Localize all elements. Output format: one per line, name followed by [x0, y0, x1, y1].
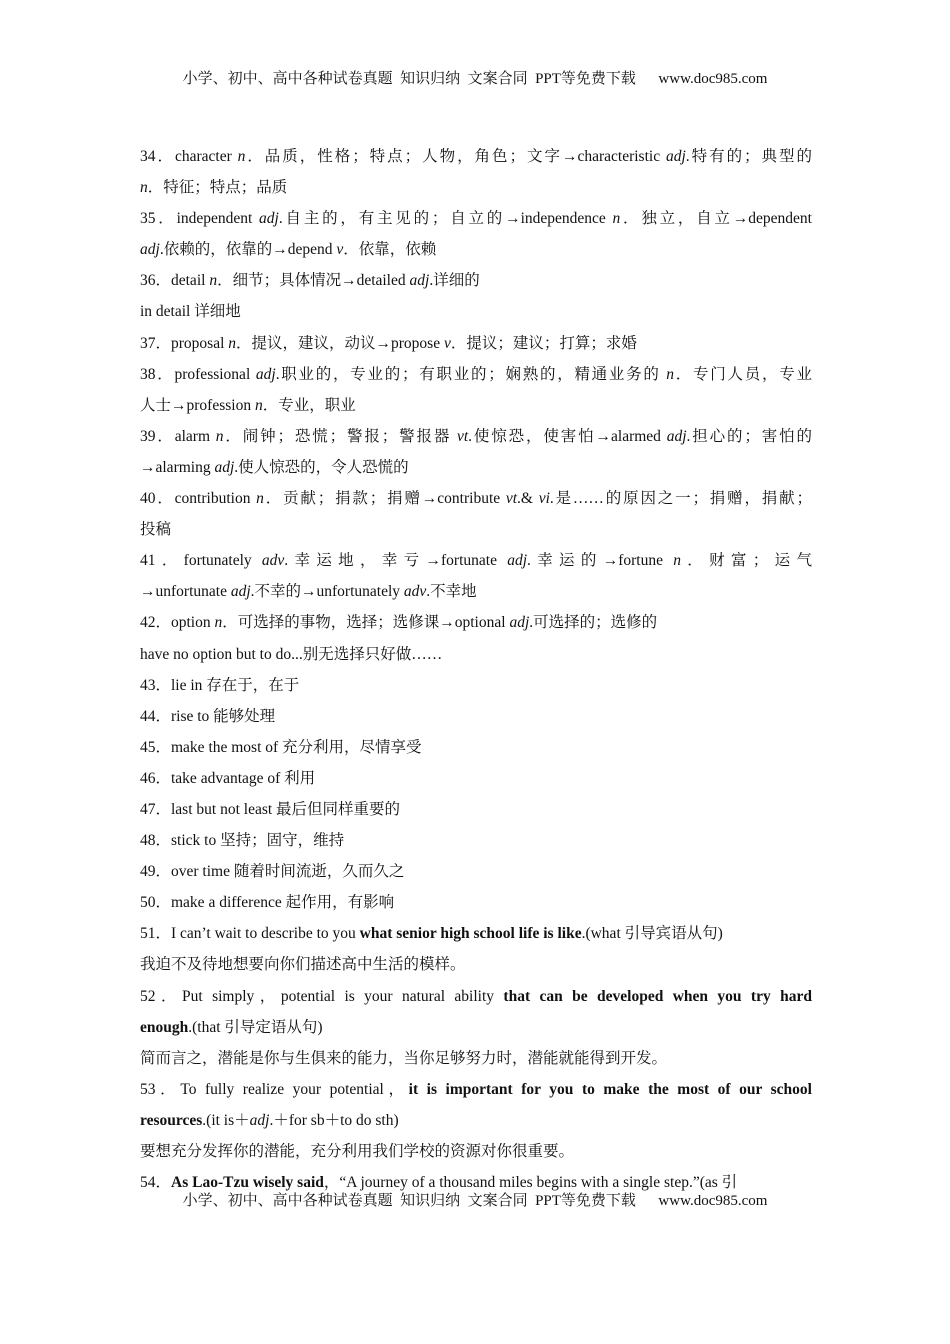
- text-line: [140, 296, 812, 327]
- part-of-speech: adj: [140, 241, 160, 259]
- part-of-speech: adv: [403, 583, 427, 601]
- text-line: [140, 856, 812, 887]
- text-segment: 简而言之，潜能是你与生俱来的能力，当你足够努力时，潜能就能得到开发。: [140, 1049, 668, 1067]
- part-of-speech: adj: [666, 427, 687, 445]
- text-segment: 35．independent: [140, 210, 260, 228]
- part-of-speech: n: [612, 210, 621, 228]
- text-line: [140, 1136, 812, 1167]
- text-segment: ．细节；具体情况→detailed: [217, 272, 410, 290]
- part-of-speech: v: [336, 241, 344, 259]
- text-segment: →unfortunate: [140, 583, 231, 601]
- text-segment: .幸运地，幸亏→fortunate: [284, 552, 508, 570]
- text-line: [140, 887, 812, 918]
- text-line: [140, 203, 812, 234]
- text-segment: ．可选择的事物，选择；选修课→optional: [222, 614, 510, 632]
- part-of-speech: adj: [214, 458, 235, 476]
- part-of-speech: n: [215, 427, 224, 445]
- text-line: [140, 981, 812, 1012]
- text-segment: 43．lie in 存在于，在于: [140, 676, 300, 694]
- text-line: [140, 701, 812, 732]
- text-line: [140, 732, 812, 763]
- part-of-speech: n: [140, 179, 148, 197]
- text-line: [140, 670, 812, 701]
- text-line: [140, 1043, 812, 1074]
- text-segment: ．品质，性格；特点；人物，角色；文字→characteristic: [245, 148, 666, 165]
- text-segment: 40．contribution: [140, 490, 257, 508]
- bold-text: what senior high school life is like: [359, 925, 582, 943]
- bold-text: that can be developed when you try hard: [503, 987, 812, 1005]
- text-segment: 34．character: [140, 148, 238, 165]
- text-segment: ．贡献；捐款；捐赠→contribute: [263, 490, 506, 508]
- part-of-speech: vt: [456, 427, 469, 445]
- text-segment: in detail 详细地: [140, 303, 241, 321]
- part-of-speech: adj: [259, 210, 279, 228]
- document-body: [140, 141, 812, 1198]
- text-segment: 47．last but not least 最后但同样重要的: [140, 800, 401, 818]
- text-line: [140, 421, 812, 452]
- text-line: [140, 825, 812, 856]
- text-segment: 42．option: [140, 614, 215, 632]
- part-of-speech: n: [237, 148, 246, 165]
- text-segment: .依赖的，依靠的→depend: [159, 241, 337, 259]
- text-segment: .详细的: [429, 272, 480, 290]
- text-segment: .(what 引导宾语从句): [581, 925, 723, 943]
- text-segment: 人士→profession: [140, 396, 255, 414]
- text-segment: 37．proposal: [140, 334, 229, 352]
- text-segment: 54．: [140, 1174, 172, 1192]
- text-segment: 41．fortunately: [140, 552, 262, 570]
- text-line: [140, 918, 812, 949]
- text-segment: 50．make a difference 起作用，有影响: [140, 894, 395, 912]
- part-of-speech: n: [209, 272, 218, 290]
- bold-text: As Lao-Tzu wisely said: [171, 1174, 324, 1192]
- text-segment: ．财富；运气: [680, 552, 812, 570]
- text-segment: .&: [517, 490, 539, 508]
- text-segment: 52．Put simply，potential is your natural ability: [140, 987, 504, 1005]
- part-of-speech: adj: [665, 148, 686, 165]
- text-segment: .幸运的→fortune: [527, 552, 674, 570]
- part-of-speech: v: [443, 334, 451, 352]
- part-of-speech: adj: [507, 552, 527, 570]
- text-segment: .职业的，专业的；有职业的；娴熟的，精通业务的: [275, 365, 667, 383]
- text-line: [140, 794, 812, 825]
- part-of-speech: n: [673, 552, 681, 570]
- text-segment: ．特征；特点；品质: [147, 179, 288, 197]
- text-segment: .(that 引导定语从句): [188, 1018, 323, 1036]
- text-line: [140, 1105, 812, 1136]
- text-segment: ．专门人员，专业: [674, 365, 812, 383]
- text-line: [140, 265, 812, 296]
- part-of-speech: n: [228, 334, 237, 352]
- text-segment: 46．take advantage of 利用: [140, 769, 316, 787]
- part-of-speech: adj: [230, 583, 251, 601]
- text-segment: 44．rise to 能够处理: [140, 707, 276, 725]
- part-of-speech: adj: [409, 272, 430, 290]
- text-line: [140, 763, 812, 794]
- bold-text: it is important for you to make the most of our school: [408, 1080, 812, 1098]
- text-segment: ．依靠，依赖: [343, 241, 437, 259]
- part-of-speech: n: [214, 614, 223, 632]
- text-segment: 要想充分发挥你的潜能，充分利用我们学校的资源对你很重要。: [140, 1143, 575, 1160]
- text-segment: 投稿: [140, 521, 172, 539]
- text-segment: 48．stick to 坚持；固守，维持: [140, 832, 345, 850]
- text-line: [140, 607, 812, 638]
- text-segment: 49．over time 随着时间流逝，久而久之: [140, 863, 405, 881]
- text-segment: ．专业，职业: [262, 396, 356, 414]
- text-segment: .不幸的→unfortunately: [250, 583, 404, 601]
- text-segment: →alarming: [140, 458, 215, 476]
- part-of-speech: adj: [255, 365, 276, 383]
- part-of-speech: n: [254, 396, 263, 414]
- part-of-speech: adj: [249, 1111, 270, 1129]
- text-line: [140, 639, 812, 670]
- text-segment: ，“A journey of a thousand miles begins with a single step.”(as 引: [323, 1174, 738, 1192]
- page-header: [0, 69, 950, 89]
- part-of-speech: adj: [509, 614, 530, 632]
- text-segment: .不幸地: [426, 583, 477, 601]
- text-segment: ．闹钟；恐慌；警报；警报器: [223, 427, 457, 445]
- header-url: www.doc985.com: [658, 71, 768, 87]
- text-segment: 我迫不及待地想要向你们描述高中生活的模样。: [140, 956, 466, 974]
- text-segment: .担心的；害怕的: [686, 427, 812, 445]
- text-segment: 36．detail: [140, 272, 210, 290]
- page-footer: [0, 1191, 950, 1211]
- part-of-speech: n: [256, 490, 264, 508]
- text-line: [140, 576, 812, 607]
- bold-text: resources: [140, 1111, 203, 1129]
- text-segment: .自主的，有主见的；自立的→independence: [278, 210, 613, 228]
- text-segment: .是……的原因之一；捐赠，捐献；: [549, 490, 812, 508]
- text-segment: .＋for sb＋to do sth): [269, 1111, 399, 1129]
- text-segment: ．独立，自立→dependent: [620, 210, 812, 228]
- part-of-speech: vt: [505, 490, 518, 508]
- text-line: [140, 390, 812, 421]
- text-line: [140, 141, 812, 172]
- text-line: [140, 1012, 812, 1043]
- text-segment: .使惊恐，使害怕→alarmed: [468, 427, 667, 445]
- part-of-speech: adv: [261, 552, 285, 570]
- footer-text: 小学、初中、高中各种试卷真题 知识归纳 文案合同 PPT等免费下载: [182, 1193, 636, 1209]
- part-of-speech: vi: [538, 490, 550, 508]
- text-line: [140, 172, 812, 203]
- text-line: [140, 328, 812, 359]
- text-line: [140, 1074, 812, 1105]
- text-line: [140, 514, 812, 545]
- text-line: [140, 949, 812, 980]
- header-text: 小学、初中、高中各种试卷真题 知识归纳 文案合同 PPT等免费下载: [182, 71, 636, 87]
- text-segment: 53．To fully realize your potential，: [140, 1080, 409, 1098]
- text-line: [140, 359, 812, 390]
- text-segment: 45．make the most of 充分利用，尽情享受: [140, 738, 422, 756]
- text-segment: .特有的；典型的: [685, 148, 812, 165]
- text-segment: .使人惊恐的，令人恐慌的: [234, 458, 409, 476]
- text-segment: 38．professional: [140, 365, 256, 383]
- text-segment: 39．alarm: [140, 427, 216, 445]
- text-segment: 51．I can’t wait to describe to you: [140, 925, 360, 943]
- text-line: [140, 483, 812, 514]
- footer-url: www.doc985.com: [658, 1193, 768, 1209]
- text-segment: ．提议；建议；打算；求婚: [450, 334, 637, 352]
- text-segment: have no option but to do...别无选择只好做……: [140, 645, 443, 663]
- part-of-speech: n: [666, 365, 675, 383]
- text-line: [140, 545, 812, 576]
- text-segment: .(it is＋: [202, 1111, 250, 1129]
- text-line: [140, 234, 812, 265]
- text-segment: ．提议，建议，动议→propose: [236, 334, 444, 352]
- text-segment: .可选择的；选修的: [529, 614, 658, 632]
- bold-text: enough: [140, 1018, 189, 1036]
- text-line: [140, 452, 812, 483]
